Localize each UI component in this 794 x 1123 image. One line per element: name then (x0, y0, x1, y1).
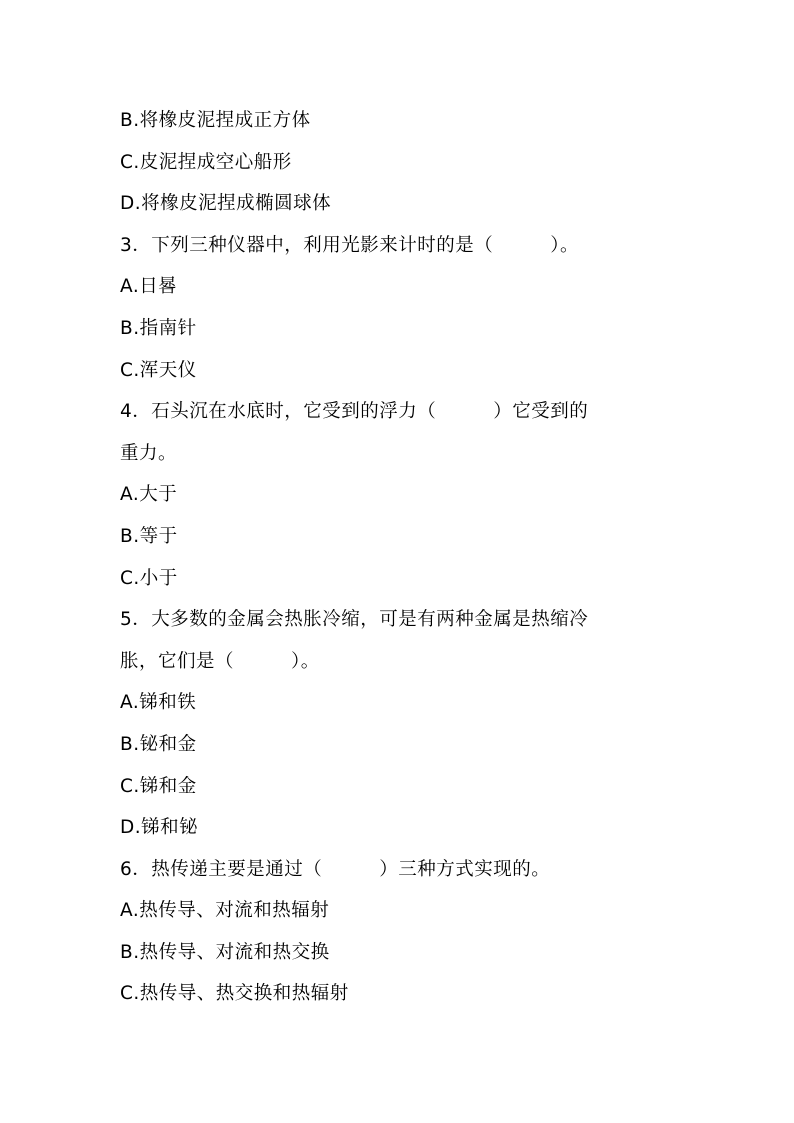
q5-stem-line1: 5．大多数的金属会热胀冷缩，可是有两种金属是热缩冷 (120, 609, 589, 631)
q3-stem: 3．下列三种仪器中，利用光影来计时的是（ ）。 (120, 234, 580, 256)
q3-option-c: C.浑天仪 (120, 359, 197, 381)
q4-option-b: B.等于 (120, 525, 178, 547)
question-content (120, 100, 690, 1015)
q2-option-d: D.将橡皮泥捏成椭圆球体 (120, 193, 332, 215)
q4-stem-line2: 重力。 (120, 442, 178, 464)
q3-option-a: A.日晷 (120, 276, 178, 298)
q3-option-b: B.指南针 (120, 317, 197, 339)
q6-option-a: A.热传导、对流和热辐射 (120, 900, 330, 922)
q5-option-c: C.锑和金 (120, 775, 197, 797)
q6-stem: 6．热传递主要是通过（ ）三种方式实现的。 (120, 858, 551, 880)
q4-option-a: A.大于 (120, 484, 178, 506)
q5-option-a: A.锑和铁 (120, 692, 197, 714)
q5-option-b: B.铋和金 (120, 733, 197, 755)
q5-stem-line2: 胀，它们是（ ）。 (120, 650, 320, 672)
q6-option-c: C.热传导、热交换和热辐射 (120, 983, 349, 1005)
q5-option-d: D.锑和铋 (120, 817, 199, 839)
q4-option-c: C.小于 (120, 567, 178, 589)
q4-stem-line1: 4．石头沉在水底时，它受到的浮力（ ）它受到的 (120, 401, 589, 423)
q6-option-b: B.热传导、对流和热交换 (120, 941, 330, 963)
q2-option-c: C.皮泥捏成空心船形 (120, 151, 292, 173)
q2-option-b: B.将橡皮泥捏成正方体 (120, 110, 311, 131)
